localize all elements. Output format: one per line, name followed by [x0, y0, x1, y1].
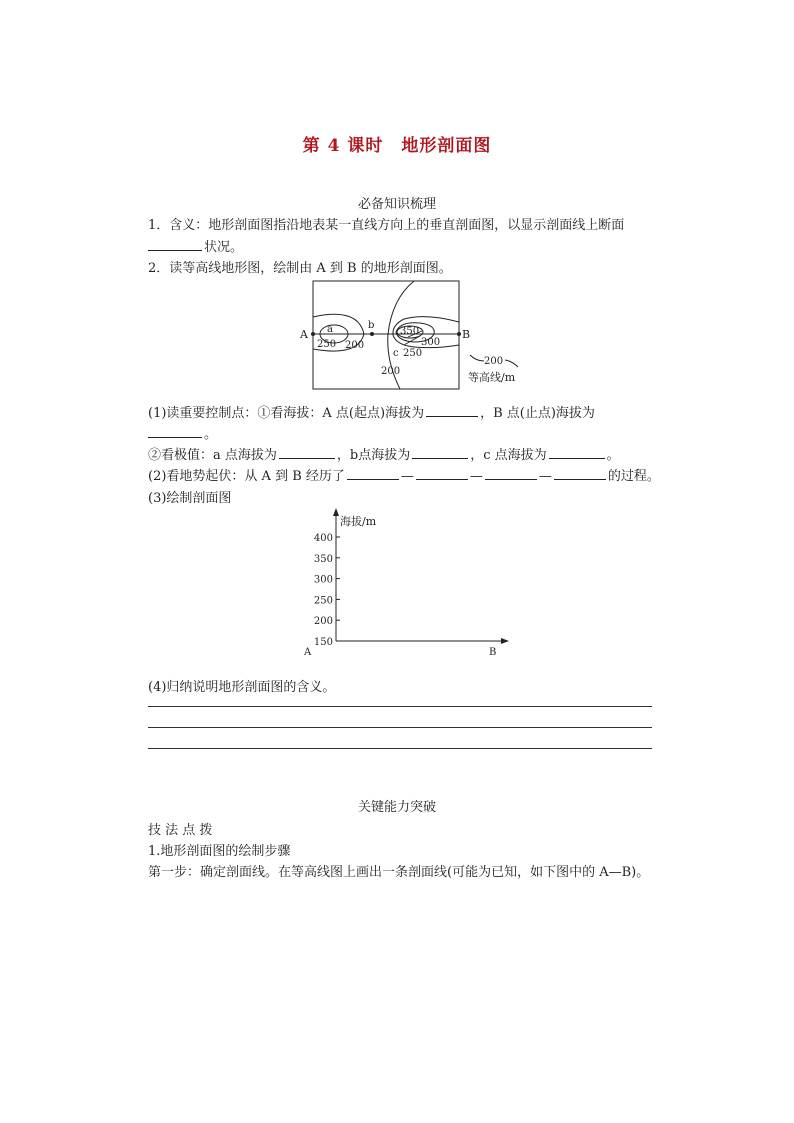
y-tick-label: 200	[313, 616, 333, 628]
q3-text: (3)绘制剖面图	[148, 491, 232, 506]
page-title: 第 4 课时 地形剖面图	[302, 136, 492, 156]
y-tick-label: 400	[313, 533, 333, 544]
y-axis-arrow	[333, 508, 339, 516]
point-A	[311, 332, 315, 336]
point-b	[370, 332, 374, 336]
y-axis-label: 海拔/m	[340, 515, 377, 528]
legend-value: 200	[484, 356, 504, 367]
map-value-350: 350	[400, 326, 420, 337]
blank-c-altitude[interactable]	[549, 445, 605, 459]
map-label-a: a	[327, 324, 333, 335]
item1-line2	[148, 236, 243, 255]
y-tick-label: 150	[313, 637, 333, 648]
legend-line	[470, 355, 484, 361]
y-tick-label: 300	[313, 574, 333, 586]
x-label-B: B	[489, 647, 497, 658]
map-value-200-left: 200	[345, 340, 365, 351]
blank-b-altitude[interactable]	[412, 445, 468, 459]
contour-map	[296, 279, 536, 395]
item2-text: 2．读等高线地形图，绘制由 A 到 B 的地形剖面图。	[148, 261, 452, 276]
map-value-250-left: 250	[317, 339, 337, 350]
legend-text: 等高线/m	[468, 371, 516, 384]
q1-line2: 。	[148, 423, 217, 442]
q2-line: (2)看地势起伏：从 A 到 B 经历了 — — — 的过程。	[148, 465, 660, 484]
step1-text: 第一步：确定剖面线。在等高线图上画出一条剖面线(可能为已知，如下图中的 A—B)。	[148, 865, 650, 880]
section-heading-ability: 关键能力突破	[357, 800, 436, 815]
map-value-300: 300	[421, 337, 441, 348]
q4-text: (4)归纳说明地形剖面图的含义。	[148, 680, 336, 695]
section-heading-knowledge: 必备知识梳理	[357, 197, 436, 212]
x-label-A: A	[304, 647, 312, 658]
x-axis-arrow	[501, 638, 509, 644]
item1-line1: 1．含义：地形剖面图指沿地表某一直线方向上的垂直剖面图，以显示剖面线上断面	[148, 218, 625, 233]
item1-suffix: 状况。	[204, 240, 244, 255]
q1-line3: ②看极值：a 点海拔为 ，b点海拔为 ，c 点海拔为 。	[148, 444, 620, 463]
blank-a-altitude[interactable]	[279, 445, 335, 459]
map-label-c: c	[393, 348, 399, 359]
blank-terrain-3[interactable]	[485, 466, 537, 480]
map-label-b: b	[368, 320, 375, 331]
map-value-250-c: 250	[403, 348, 423, 359]
map-label-A: A	[300, 328, 308, 341]
answer-line-2[interactable]	[148, 727, 652, 728]
blank-A-altitude[interactable]	[426, 403, 478, 417]
blank-terrain-1[interactable]	[347, 466, 399, 480]
step-title: 1.地形剖面图的绘制步骤	[148, 844, 291, 859]
profile-chart	[300, 505, 520, 661]
blank-B-altitude[interactable]	[148, 424, 202, 438]
blank-terrain-4[interactable]	[554, 466, 606, 480]
answer-line-3[interactable]	[148, 748, 652, 749]
blank-terrain-2[interactable]	[416, 466, 468, 480]
map-label-B: B	[462, 328, 471, 341]
y-tick-label: 250	[313, 595, 333, 607]
q1-line1: (1)读重要控制点：①看海拔：A 点(起点)海拔为 ，B 点(止点)海拔为	[148, 402, 595, 421]
y-tick-label: 350	[313, 553, 333, 565]
answer-line-1[interactable]	[148, 706, 652, 707]
point-B	[457, 332, 461, 336]
map-value-200-bottom: 200	[381, 366, 401, 377]
tips-heading: 技 法 点 拨	[148, 823, 213, 838]
blank-field[interactable]	[148, 237, 202, 251]
